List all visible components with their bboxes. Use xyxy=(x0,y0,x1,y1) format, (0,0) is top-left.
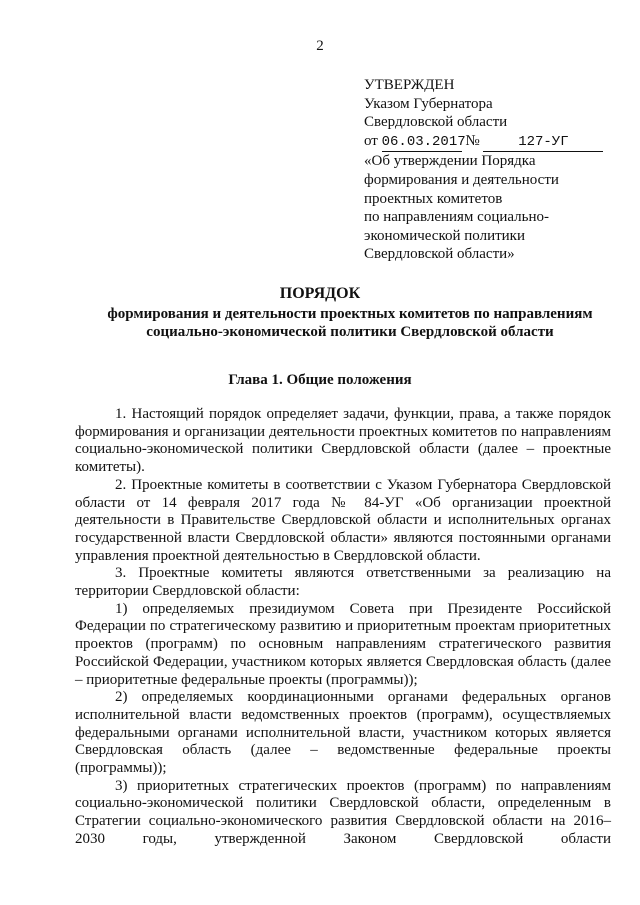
document-subtitle xyxy=(80,305,620,341)
subtitle-line-1: формирования и деятельности проектных комитетов по направлениям xyxy=(107,306,593,322)
document-body xyxy=(75,406,611,849)
approval-region: Свердловской области xyxy=(364,114,508,131)
decree-number: 127-УГ xyxy=(483,133,603,153)
paragraph-3-item-3: 3) приоритетных стратегических проектов (программ) по направлениям социально-экономической политики Свердловской области, определенным в Стратегии социально-экономического развития Свердловской области на 2016–2030 годы, утвержденной Законом Свердловской области xyxy=(75,777,611,847)
chapter-heading: Глава 1. Общие положения xyxy=(228,372,412,388)
paragraph-1: 1. Настоящий порядок определяет задачи, функции, права, а также порядок формирования и организации деятельности проектных комитетов по направлениям социально-экономической политики Свердловской области (далее – проектные комитеты). xyxy=(75,406,611,476)
decree-title-line-4: по направлениям социально- xyxy=(364,209,550,226)
approval-date-line xyxy=(364,132,614,153)
date-prefix: от xyxy=(364,132,378,149)
approval-heading: УТВЕРЖДЕН xyxy=(364,77,455,93)
approval-stamp xyxy=(364,76,614,264)
document-title: ПОРЯДОК xyxy=(279,285,361,302)
decree-title-line-3: проектных комитетов xyxy=(364,190,503,207)
decree-title-line-6: Свердловской области» xyxy=(364,246,515,263)
page-number: 2 xyxy=(316,38,324,54)
decree-title-line-2: формирования и деятельности xyxy=(364,171,559,188)
approval-issuer: Указом Губернатора xyxy=(364,95,493,112)
decree-date: 06.03.2017 xyxy=(382,133,462,153)
decree-title-line-5: экономической политики xyxy=(364,227,526,244)
subtitle-line-2: социально-экономической политики Свердловской области xyxy=(146,324,554,340)
decree-title-line-1: «Об утверждении Порядка xyxy=(364,153,536,170)
paragraph-3-item-1: 1) определяемых президиумом Совета при Президенте Российской Федерации по стратегическому развитию и приоритетным проектам приоритетных проектов (программ) по основным направлениям стратегического развития Российской Федерации, участником которых является Свердловская область (далее – приоритетные федеральные проекты (программы)); xyxy=(75,600,611,688)
paragraph-3-item-2: 2) определяемых координационными органами федеральных органов исполнительной власти ведомственных проектов (программ), осуществляемых федеральными органами исполнительной власти, участником которых является Свердловская область (далее – ведомственные федеральные проекты (программы)); xyxy=(75,689,611,777)
paragraph-3: 3. Проектные комитеты являются ответственными за реализацию на территории Свердловской области: xyxy=(75,565,611,600)
paragraph-2: 2. Проектные комитеты в соответствии с Указом Губернатора Свердловской области от 14 февраля 2017 года № 84-УГ «Об организации проектной деятельности в Правительстве Свердловской области и исполнительных органах государственной власти Свердловской области» являются постоянными органами управления проектной деятельностью в Свердловской области. xyxy=(75,476,611,564)
number-prefix: № xyxy=(465,132,480,149)
